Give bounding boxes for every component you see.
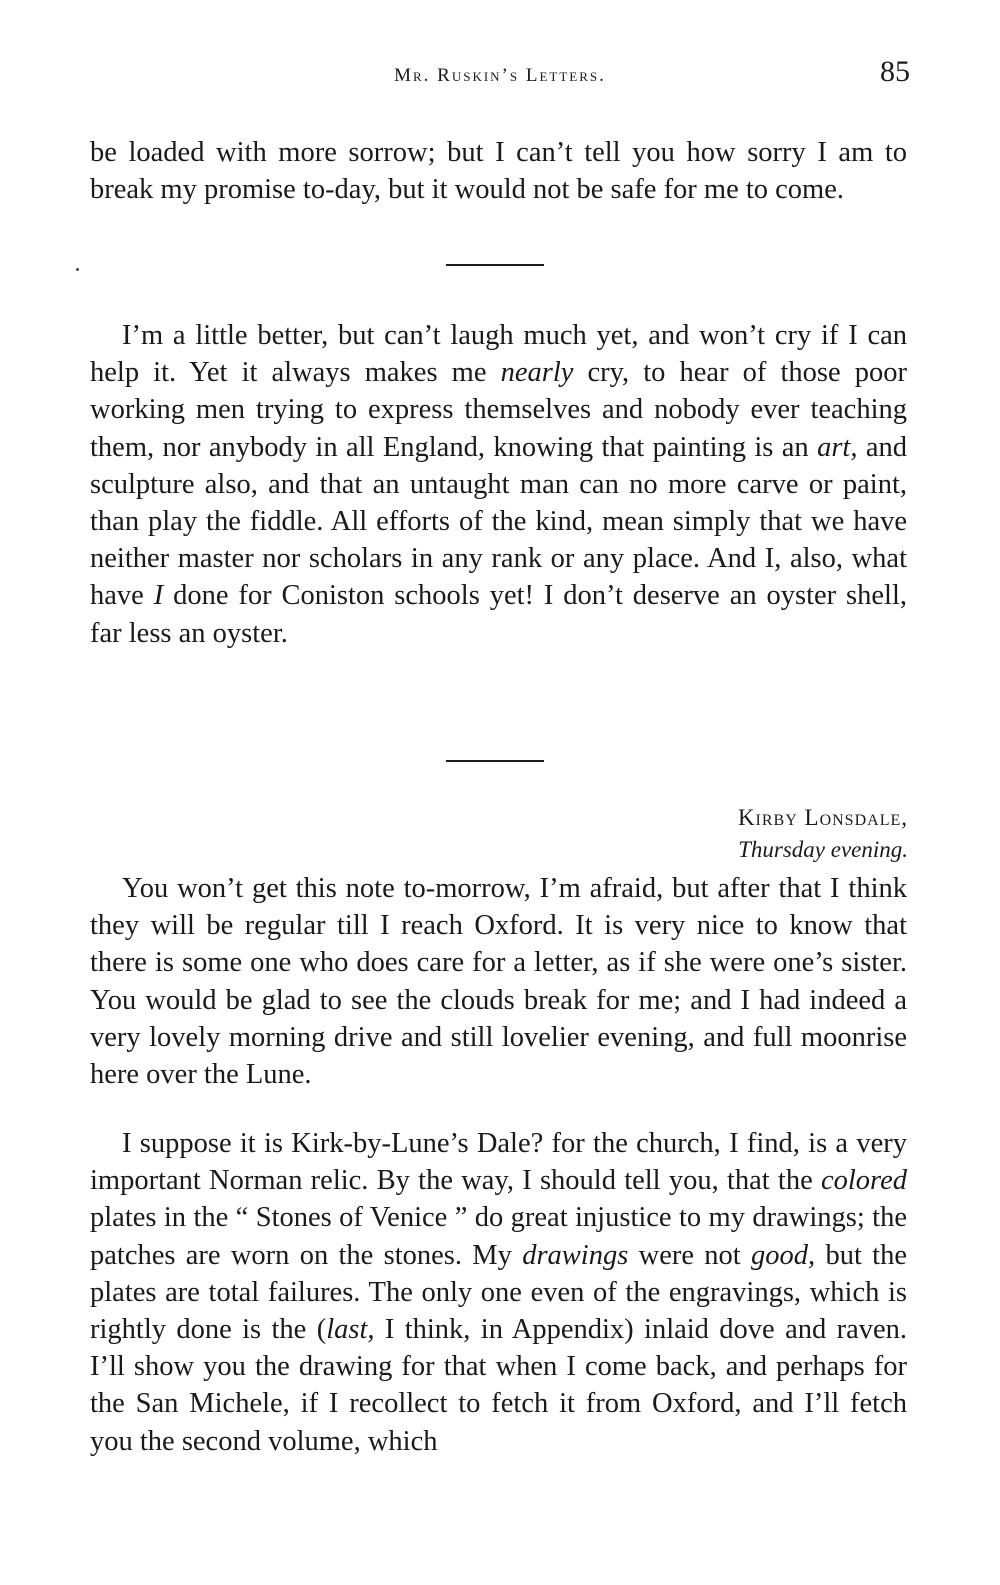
section-divider bbox=[446, 760, 544, 762]
emphasis: good, bbox=[751, 1239, 816, 1271]
letter-2-segment: I’m a little better, but can’t laugh much yet, and won’t cry if I can help it. Yet it always makes me bbox=[90, 320, 907, 389]
section-divider bbox=[446, 264, 544, 266]
letter-1-body: be loaded with more sorrow; but I can’t tell you how sorry I am to break my promise to-day, but it would not be safe for me to come. bbox=[90, 137, 907, 206]
emphasis: nearly bbox=[500, 357, 574, 389]
letter-2-segment: done for Coniston schools yet! I don’t deserve an oyster shell, far less an oyster. bbox=[90, 580, 907, 649]
letter-3-segment: plates in the “ Stones of Venice ” do great injustice to my drawings; the patches are worn on the stones. My bbox=[90, 1202, 907, 1271]
dateline-time: Thursday evening. bbox=[738, 837, 908, 862]
emphasis: I bbox=[153, 580, 164, 612]
letter-3-dateline bbox=[738, 802, 908, 866]
emphasis: colored bbox=[820, 1165, 907, 1197]
dateline-place: Kirby Lonsdale, bbox=[737, 805, 908, 830]
letter-3-segment: I think, in Appendix) inlaid dove and raven. I’ll show you the drawing for that when I come back, and perhaps for the San Michele, if I recollect to fetch it from Oxford, and I’ll fetch you the second volume, which bbox=[90, 1314, 907, 1457]
letter-3-segment: You won’t get this note to-morrow, I’m afraid, but after that I think they will be regular till I reach Oxford. It is very nice to know that there is some one who does care for a letter, as if she were one’s sister. You would be glad to see the clouds break for me; and I had indeed a very lovely morning drive and still lovelier evening, and full moonrise here over the Lune. bbox=[90, 873, 907, 1091]
page-number: 85 bbox=[880, 55, 910, 88]
print-speck bbox=[76, 268, 79, 271]
letter-3-segment: I suppose it is Kirk-by-Lune’s Dale? for the church, I find, is a very important Norman relic. By the way, I should tell you, that the bbox=[90, 1128, 907, 1197]
letter-3-paragraph-1 bbox=[90, 870, 907, 1093]
emphasis: art, bbox=[817, 431, 858, 463]
letter-2-segment: cry, to hear of those poor working men trying to express themselves and nobody ever teaching them, nor anybody in all England, knowing that painting is an bbox=[90, 357, 908, 463]
emphasis: last, bbox=[326, 1314, 375, 1346]
page-header bbox=[90, 55, 910, 95]
running-title: Mr. Ruskin’s Letters. bbox=[394, 65, 606, 86]
letter-1-text bbox=[90, 134, 907, 208]
letter-2-text bbox=[90, 317, 907, 652]
letter-3-segment: were not bbox=[628, 1239, 752, 1271]
letter-2-segment: and sculpture also, and that an untaught man can no more carve or paint, than play the fiddle. All efforts of the kind, mean simply that we have neither master nor scholars in any rank or any place. And I, also, what have bbox=[90, 431, 907, 612]
letter-3-segment: but the plates are total failures. The only one even of the engravings, which is rightly done is the ( bbox=[90, 1239, 907, 1346]
letter-3-paragraph-2 bbox=[90, 1125, 907, 1460]
emphasis: drawings bbox=[522, 1239, 629, 1271]
